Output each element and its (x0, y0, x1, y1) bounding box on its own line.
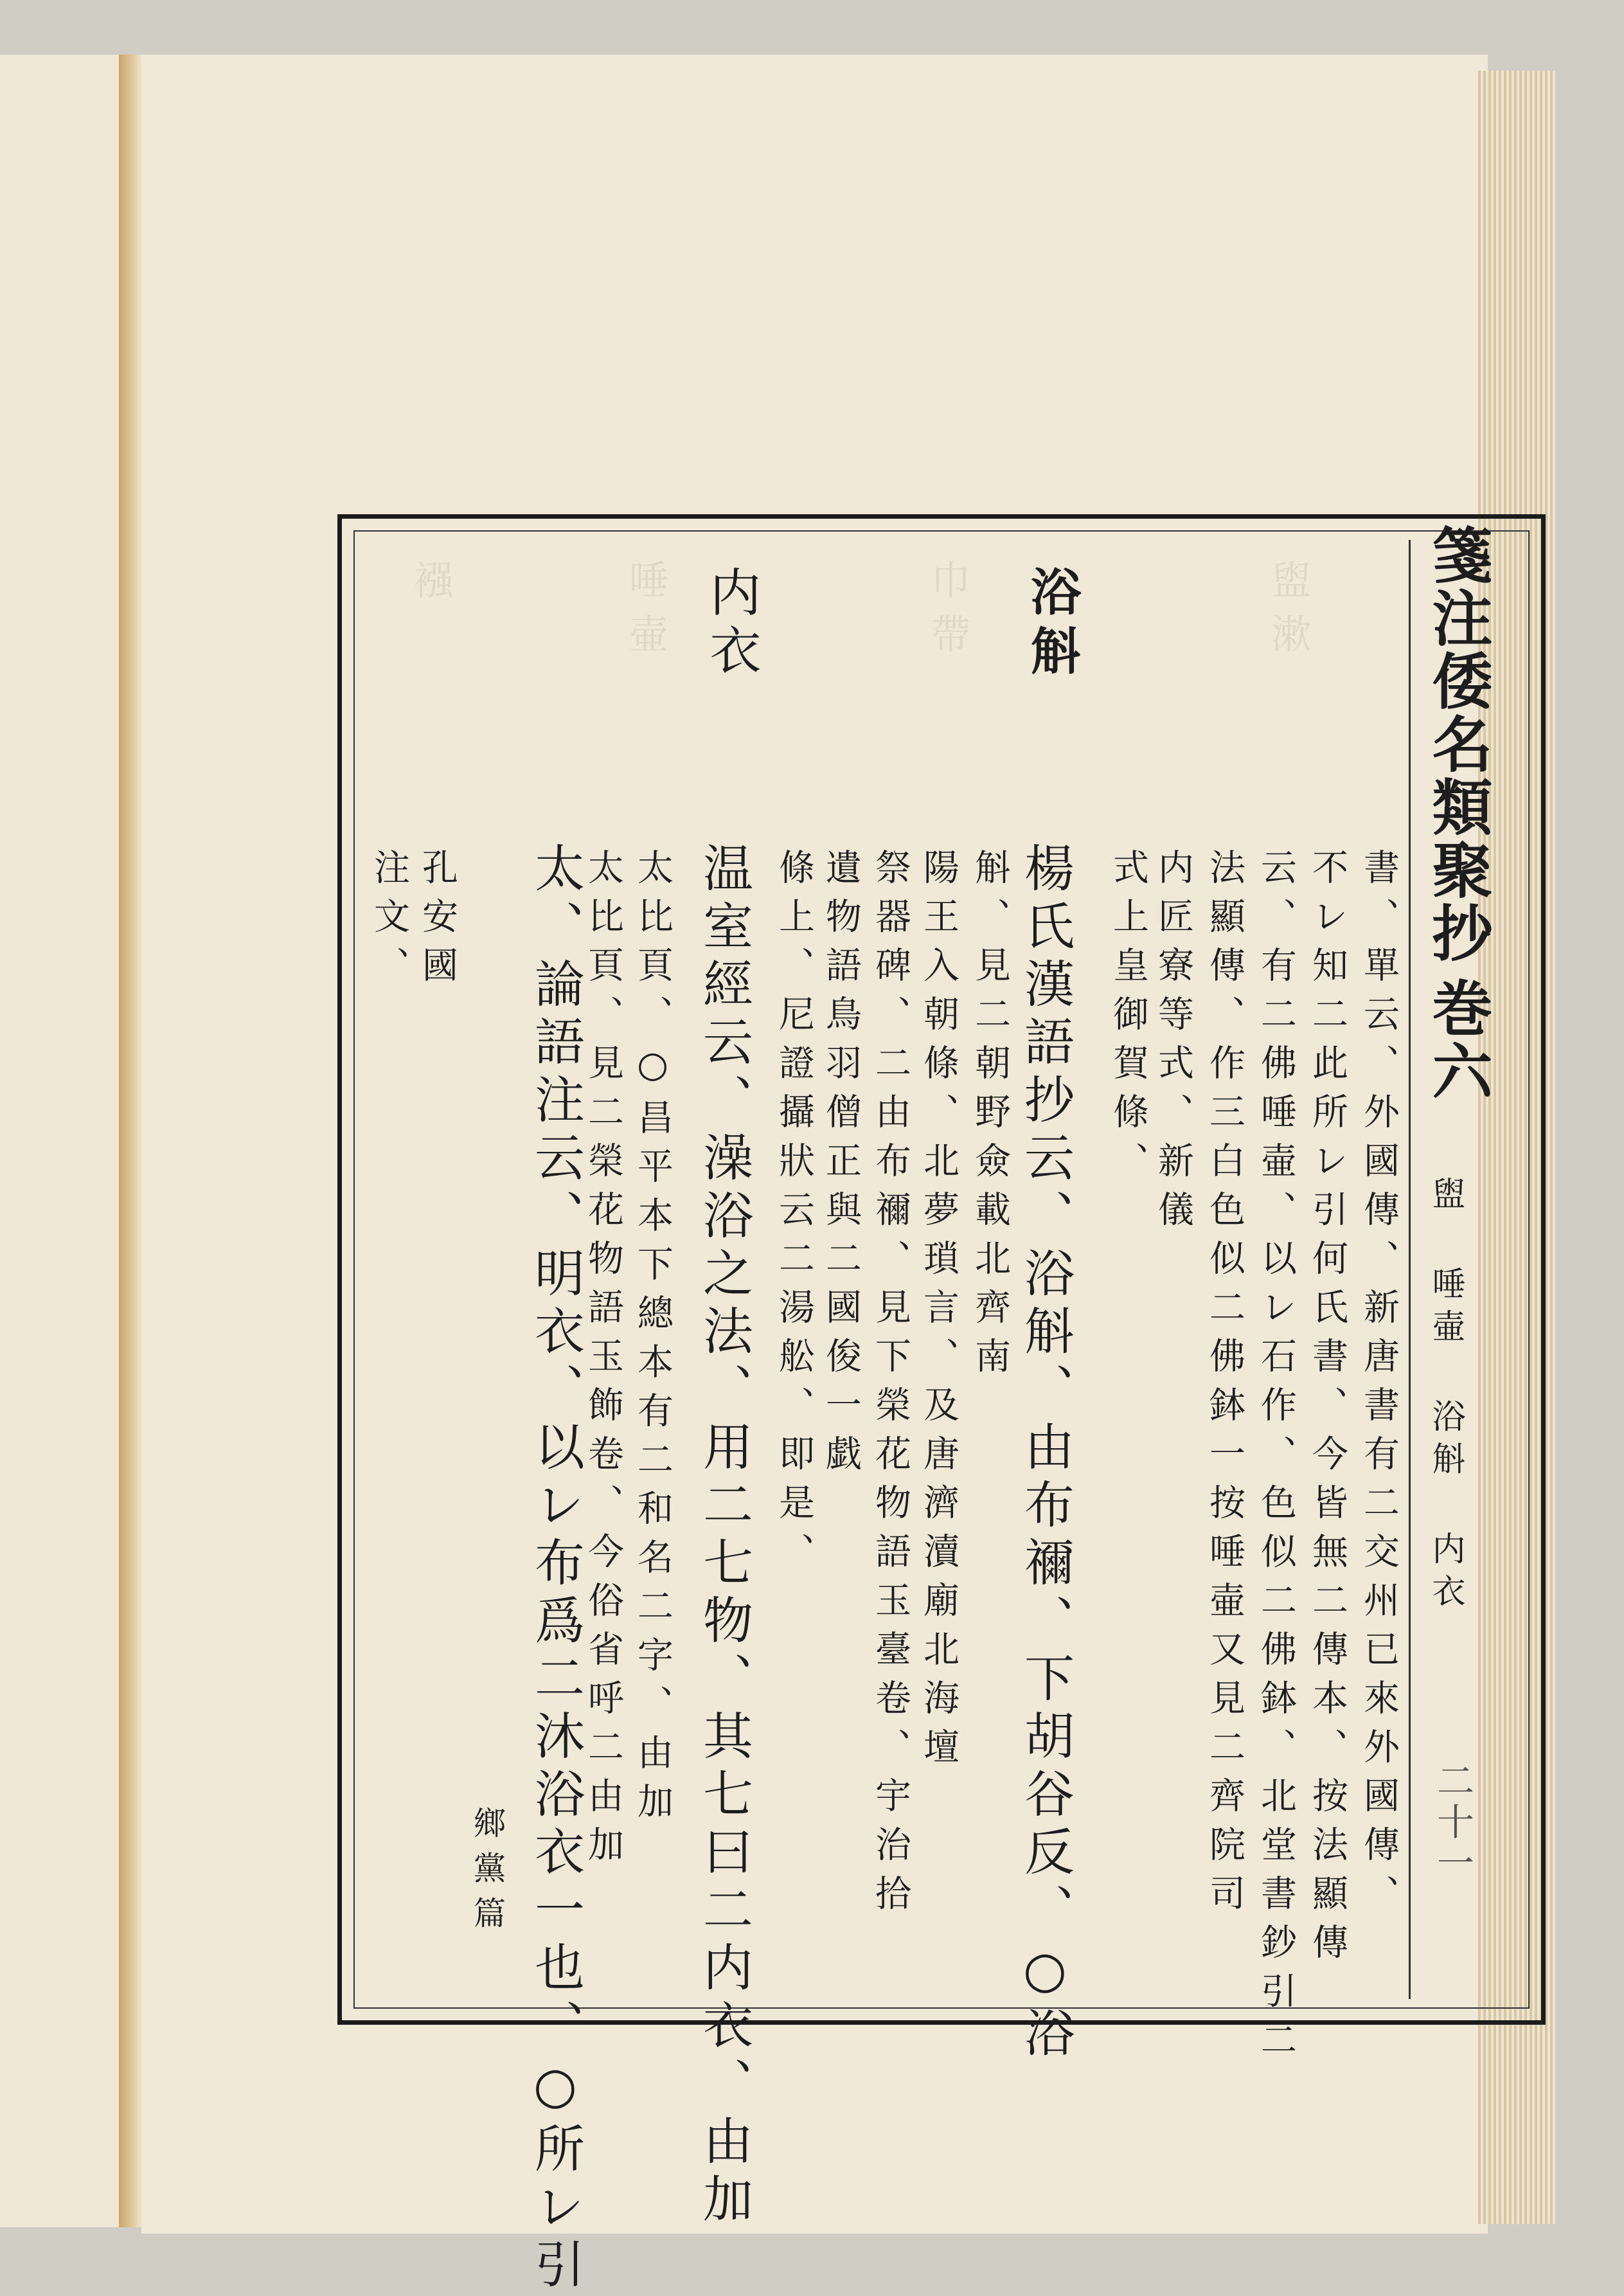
headword: 浴斛 (1022, 566, 1081, 684)
entry-main-text: 温室經云、澡浴之法、用二七物、其七曰二内衣、由加 (695, 842, 753, 2230)
entry-note-line: 注文、 (368, 848, 410, 995)
entry-note-line: 條上、尼證攝狀云二湯舩、即是、 (773, 848, 815, 1581)
commentary-line: 不レ知二此所レ引何氏書、今皆無二傳本、按法顯傳 (1307, 848, 1348, 1972)
left-page (0, 55, 119, 2227)
entry-main-text: 楊氏漢語抄云、浴斛、由布禰、下胡谷反、○浴 (1016, 842, 1074, 2065)
commentary-line: 内匠寮等式、新儀 (1152, 848, 1194, 1239)
entry-main-text: 太、論語注云、明衣、以レ布爲二沐浴衣一也、○所レ引 (526, 842, 584, 2296)
commentary-line: 書、單云、外國傳、新唐書有二交州已來外國傳、 (1358, 848, 1400, 1923)
page-number: 二十一 (1431, 1761, 1474, 1885)
entry-note-line: 太比頁、○昌平本下總本有二和名二字、由加 (632, 848, 674, 1831)
book-gutter (119, 55, 141, 2227)
entry-note-line: 鄉黨篇 (468, 1806, 506, 1941)
show-through-text: 盥漱 (1265, 559, 1312, 667)
commentary-line: 云、有二佛唾壷、以レ石作、色似二佛鉢、北堂書鈔引二 (1255, 848, 1297, 2070)
commentary-line: 式上皇御賀條、 (1107, 848, 1149, 1190)
side-rule (1409, 540, 1411, 1999)
show-through-text: 唾壷 (622, 559, 669, 667)
section-heads: 盥 唾壷 浴斛 内衣 (1426, 1176, 1465, 1616)
commentary-line: 法顯傳、作三白色似二佛鉢一按唾壷又見二齊院司 (1204, 848, 1245, 1923)
book-title: 箋注倭名類聚抄 (1422, 524, 1492, 965)
entry-note-line: 孔安國 (416, 848, 458, 995)
show-through-text: 襁 (407, 559, 454, 613)
entry-note-line: 斛、見二朝野僉載北齊南 (969, 848, 1011, 1386)
entry-note-line: 遺物語鳥羽僧正與二國俊一戯 (820, 848, 862, 1484)
entry-note-line: 太比頁、見二榮花物語玉飾卷、今俗省呼二由加 (582, 848, 624, 1874)
show-through-text: 巾帶 (924, 559, 971, 667)
entry-note-line: 祭器碑、二由布禰、見下榮花物語玉臺卷、宇治拾 (870, 848, 911, 1923)
volume-label: 巻六 (1422, 977, 1492, 1103)
entry-note-line: 陽王入朝條、北夢瑣言、及唐濟瀆廟北海壇 (918, 848, 959, 1777)
headword: 内衣 (701, 566, 761, 681)
